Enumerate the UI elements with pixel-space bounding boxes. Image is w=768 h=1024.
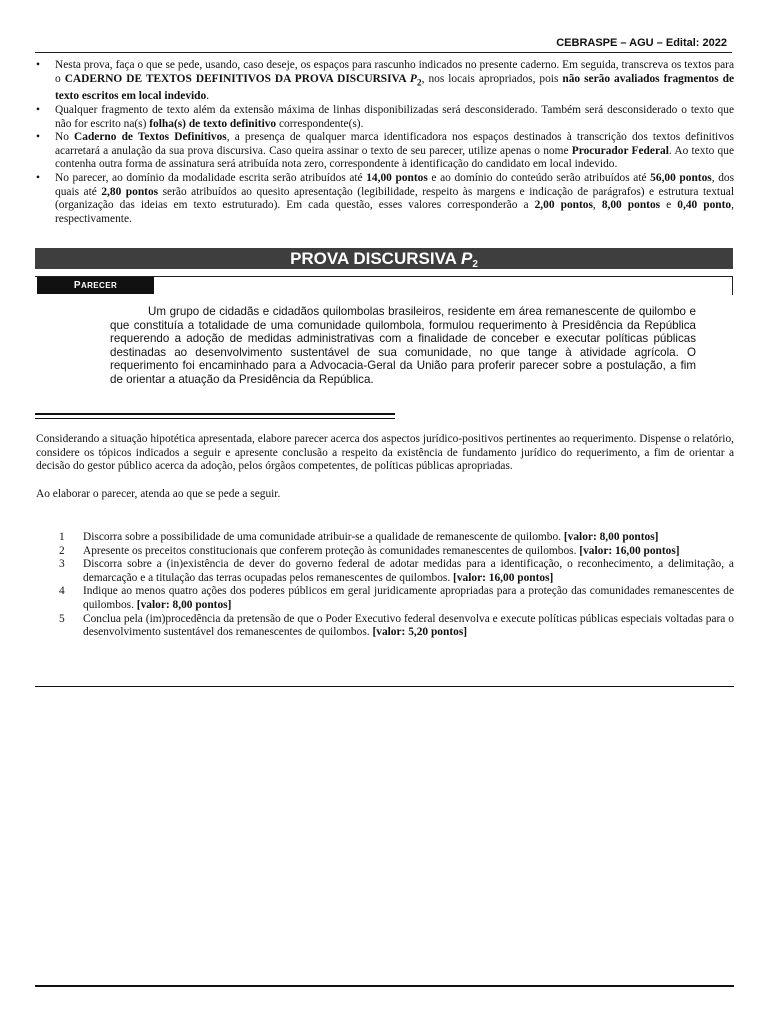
topic-text: Discorra sobre a possibilidade de uma comunidade atribuir-se a qualidade de remanescente de quilombo.	[83, 531, 564, 543]
bullet-text: ,	[592, 199, 602, 212]
instruction-paragraph: Considerando a situação hipotética apresentada, elabore parecer acerca dos aspectos jurídico-positivos pertinentes ao requerimento. Dispense o relatório, considere os tópicos indicados a seguir e apresente conclusão a respeito da existência de fundamento jurídico do requerimento, a fim de orientar a decisão do gestor público acerca da adoção, pelos órgãos competentes, de políticas públicas apropriadas.	[36, 433, 734, 473]
bullet-bold: Caderno de Textos Definitivos	[74, 131, 227, 144]
topic-value: [valor: 5,20 pontos]	[372, 626, 468, 639]
exam-title-banner	[35, 248, 733, 269]
topic-number: 4	[59, 585, 65, 598]
topic-value: [valor: 8,00 pontos]	[563, 531, 659, 543]
topic-number: 2	[59, 544, 65, 557]
topic-number: 3	[59, 558, 65, 571]
exam-title-subscript: 2	[472, 259, 478, 270]
section-label-first: P	[73, 280, 81, 291]
bullet-bold: 2,80 pontos	[101, 185, 159, 198]
page-header	[35, 36, 732, 53]
exam-title-letter: P	[461, 249, 473, 268]
footer-rule	[35, 985, 734, 987]
instruction-paragraph: Ao elaborar o parecer, atenda ao que se pede a seguir.	[36, 487, 281, 500]
bullet-text: e ao domínio do conteúdo serão atribuídos até	[427, 172, 651, 185]
bullet-text: . Ao texto que contenha outra forma de assinatura será atribuída nota zero, correspondente à identificação do candidato em local indevido.	[55, 144, 734, 171]
bullet-text: , dos quais até	[55, 172, 735, 198]
bullet-text: serão atribuídos ao quesito apresentação (legibilidade, respeito às margens e indicação de parágrafos) e estrutura textual (organização das ideias em texto estruturado). Em cada questão, esses valores corresponderão a	[55, 185, 734, 212]
bullet-text: .	[206, 90, 210, 103]
topic-number: 1	[59, 531, 65, 543]
topic-list	[59, 531, 734, 640]
bullet-text: Qualquer fragmento de texto além da extensão máxima de linhas disponibilizadas será desconsiderado. Também será desconsiderado o texto que não for escrito na(s)	[55, 104, 734, 130]
section-divider	[35, 413, 395, 419]
bullet-text: , respectivamente.	[55, 199, 734, 225]
topic-value: [valor: 16,00 pontos]	[579, 544, 680, 557]
topic-item	[59, 558, 734, 585]
bullet-bold: não serão avaliados fragmentos de texto escritos em local indevido	[55, 72, 735, 103]
topic-number: 5	[59, 612, 65, 625]
bullet-italic: P	[409, 72, 417, 85]
topic-text: Apresente os preceitos constitucionais que conferem proteção às comunidades remanescentes de quilombos.	[83, 544, 580, 557]
topic-text: Indique ao menos quatro ações dos poderes públicos em geral juridicamente apropriadas para a proteção das comunidades remanescentes de quilombos.	[83, 585, 734, 611]
bullet-symbol: •	[36, 172, 40, 185]
bullet-text: correspondente(s).	[276, 117, 364, 130]
bullet-bold: 2,00 pontos	[534, 199, 593, 212]
topic-value: [valor: 16,00 pontos]	[453, 571, 554, 584]
topic-item	[59, 531, 734, 545]
topic-item	[59, 613, 734, 640]
section-label-rest: ARECER	[80, 281, 118, 290]
bullet-bold: folha(s) de texto definitivo	[149, 117, 277, 130]
bullet-text: , nos locais apropriados, pois	[421, 72, 563, 85]
header-text: CEBRASPE – AGU – Edital: 2022	[556, 37, 727, 49]
case-paragraph: Um grupo de cidadãs e cidadãos quilombolas brasileiros, residente em área remanescente de quilombo e que constituía a totalidade de uma comunidade quilombola, formulou requerimento à Presidência da República requerendo a adoção de medidas administrativas com a finalidade de conceber e executar políticas públicas destinadas ao desenvolvimento sustentável de sua comunidade, no que tange à atividade agrícola. O requerimento foi encaminhado para a Advocacia-Geral da União para proferir parecer sobre a postulação, a fim de orientar a atuação da Presidência da República.	[110, 305, 696, 386]
bullet-text: e	[660, 199, 678, 212]
topic-item	[59, 585, 734, 612]
bullet-bold: Procurador Federal	[571, 144, 669, 157]
bullet-item	[36, 59, 734, 104]
task-instructions	[36, 433, 734, 501]
instructions-bullet-list	[36, 59, 734, 226]
bullet-text: Nesta prova, faça o que se pede, usando, caso deseje, os espaços para rascunho indicados no presente caderno. Em seguida, transcreva os textos para o	[55, 59, 734, 85]
bullet-subscript: 2	[416, 77, 422, 88]
case-statement	[110, 305, 696, 387]
bullet-bold: 14,00 pontos	[366, 172, 428, 185]
bullet-text: No parecer, ao domínio da modalidade escrita serão atribuídos até	[55, 172, 367, 185]
bullet-item	[36, 172, 734, 226]
topic-text: Conclua pela (im)procedência da pretensão de que o Poder Executivo federal desenvolva e execute políticas públicas especiais voltadas para o desenvolvimento sustentável dos remanescentes de quilombos.	[83, 612, 734, 639]
bullet-bold: CADERNO DE TEXTOS DEFINITIVOS DA PROVA DISCURSIVA	[64, 72, 410, 85]
bullet-item	[36, 104, 734, 131]
bullet-symbol: •	[36, 131, 40, 144]
topic-item	[59, 545, 734, 559]
bullet-symbol: •	[36, 59, 40, 71]
topic-value: [valor: 8,00 pontos]	[136, 598, 232, 611]
bullet-bold: 8,00 pontos	[601, 199, 661, 212]
bullet-text: No	[55, 131, 75, 144]
bullet-bold: 0,40 ponto	[677, 199, 732, 212]
topic-text: Discorra sobre a (in)existência de dever do governo federal de adotar medidas para a identificação, o reconhecimento, a delimitação, a demarcação e a titulação das terras ocupadas pelos remanescentes de quilombos.	[83, 558, 734, 584]
bullet-symbol: •	[36, 104, 40, 117]
exam-title: PROVA DISCURSIVA	[290, 249, 462, 268]
bullet-item	[36, 131, 734, 172]
bullet-text: , a presença de qualquer marca identificadora nos espaços destinados à transcrição dos textos definitivos acarretará a anulação da sua prova discursiva. Caso queira assinar o texto de seu parecer, utilize apenas o nome	[55, 131, 734, 157]
bullet-bold: 56,00 pontos	[650, 172, 712, 185]
section-label-parecer	[37, 277, 154, 294]
end-rule	[35, 686, 734, 687]
